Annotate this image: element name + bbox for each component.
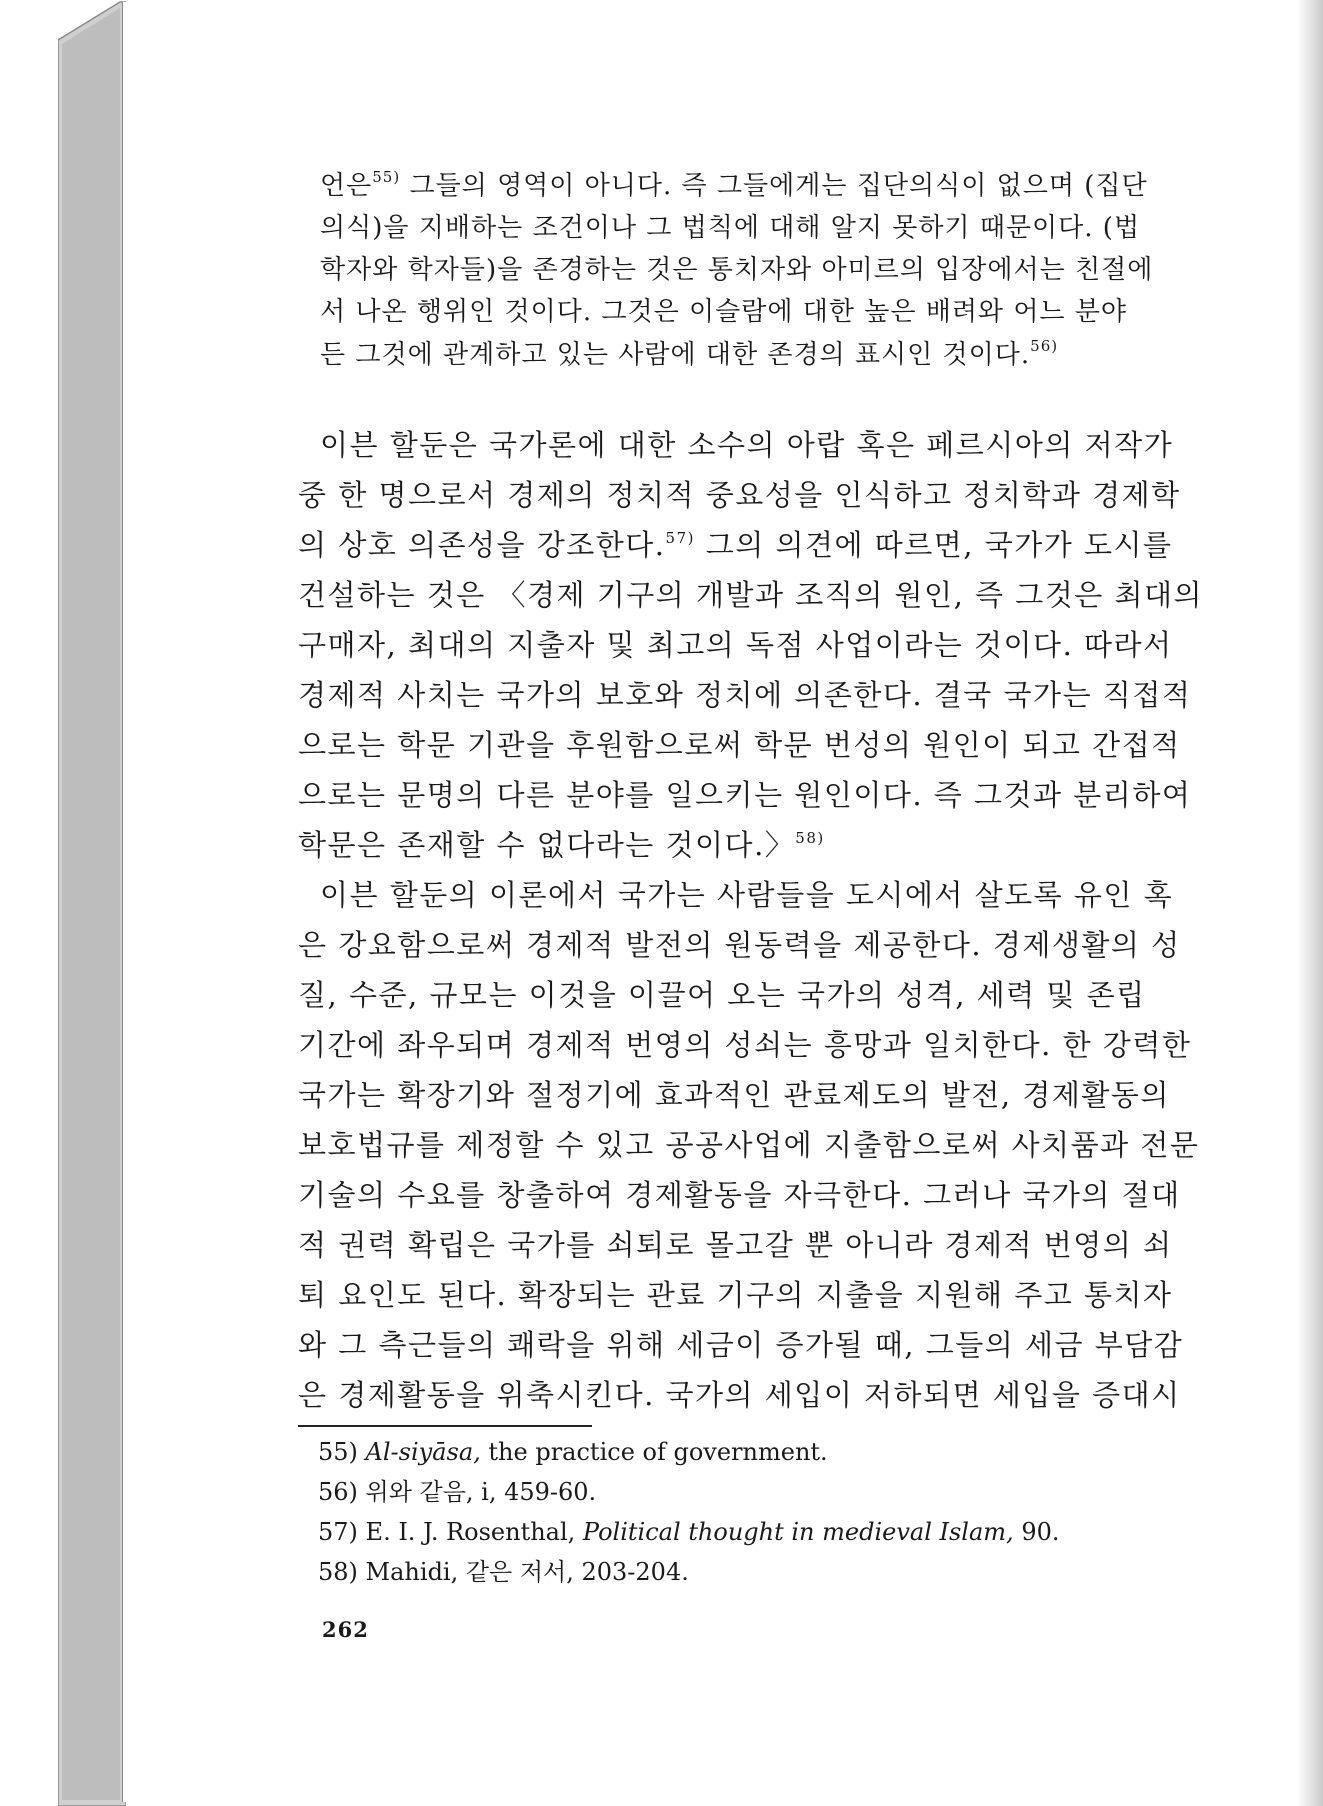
body-line: 기술의 수요를 창출하여 경제활동을 자극한다. 그러나 국가의 절대	[298, 1178, 1181, 1212]
body-line: 이븐 할둔의 이론에서 국가는 사람들을 도시에서 살도록 유인 혹	[320, 878, 1174, 912]
quote-line: 학자와 학자들)을 존경하는 것은 통치자와 아미르의 입장에서는 친절에	[320, 255, 1154, 285]
body-line: 으로는 학문 기관을 후원함으로써 학문 번성의 원인이 되고 간접적	[298, 728, 1181, 762]
footnote-ref: 55)	[372, 168, 401, 186]
page-number: 262	[322, 1617, 369, 1642]
body-line: 경제적 사치는 국가의 보호와 정치에 의존한다. 결국 국가는 직접적	[298, 678, 1192, 712]
footnote: 55) Al-siyāsa, the practice of government.	[318, 1438, 828, 1466]
body-line: 은 경제활동을 위축시킨다. 국가의 세입이 저하되면 세입을 증대시	[298, 1378, 1181, 1412]
footnote: 57) E. I. J. Rosenthal, Political thought in medieval Islam, 90.	[318, 1518, 1060, 1546]
footnote-separator	[298, 1425, 592, 1427]
body-line: 은 강요함으로써 경제적 발전의 원동력을 제공한다. 경제생활의 성	[298, 928, 1181, 962]
quote-line: 언은$^{55)}$ 그들의 영역이 아니다. 즉 그들에게는 집단의식이 없으며 (집단	[320, 168, 1148, 201]
body-line: 구매자, 최대의 지출자 및 최고의 독점 사업이라는 것이다. 따라서	[298, 628, 1173, 662]
quote-line: 든 그것에 관계하고 있는 사람에 대한 존경의 표시인 것이다.$^{56)}$	[320, 337, 1059, 370]
body-line: 학문은 존재할 수 없다라는 것이다.〉$^{58)}$	[298, 828, 825, 862]
body-line: 중 한 명으로서 경제의 정치적 중요성을 인식하고 정치학과 경제학	[298, 478, 1181, 512]
body-line: 기간에 좌우되며 경제적 번영의 성쇠는 흥망과 일치한다. 한 강력한	[298, 1028, 1192, 1062]
footnote: 56) 위와 같음, i, 459-60.	[318, 1478, 597, 1506]
quote-line: 의식)을 지배하는 조건이나 그 법칙에 대해 알지 못하기 때문이다. (법	[320, 213, 1141, 243]
footnote-ref: 56)	[1030, 337, 1059, 355]
body-line: 의 상호 의존성을 강조한다.$^{57)}$ 그의 의견에 따르면, 국가가 도시를	[298, 528, 1173, 562]
footnote-ref: 58)	[795, 829, 825, 847]
body-line: 으로는 문명의 다른 분야를 일으키는 원인이다. 즉 그것과 분리하여	[298, 778, 1192, 812]
body-line: 적 권력 확립은 국가를 쇠퇴로 몰고갈 뿐 아니라 경제적 번영의 쇠	[298, 1228, 1173, 1262]
body-line: 건설하는 것은 〈경제 기구의 개발과 조직의 원인, 즉 그것은 최대의	[298, 578, 1204, 612]
page-shadow	[1297, 0, 1323, 1806]
footnote: 58) Mahidi, 같은 저서, 203-204.	[318, 1558, 689, 1586]
book-side-edge	[58, 0, 126, 1806]
body-line: 국가는 확장기와 절정기에 효과적인 관료제도의 발전, 경제활동의	[298, 1078, 1170, 1112]
body-line: 와 그 측근들의 쾌락을 위해 세금이 증가될 때, 그들의 세금 부담감	[298, 1328, 1184, 1362]
footnote-ref: 57)	[665, 529, 695, 547]
body-line: 이븐 할둔은 국가론에 대한 소수의 아랍 혹은 페르시아의 저작가	[320, 428, 1174, 462]
body-line: 보호법규를 제정할 수 있고 공공사업에 지출함으로써 사치품과 전문	[298, 1128, 1200, 1162]
quote-line: 서 나온 행위인 것이다. 그것은 이슬람에 대한 높은 배려와 어느 분야	[320, 297, 1128, 327]
body-line: 질, 수준, 규모는 이것을 이끌어 오는 국가의 성격, 세력 및 존립	[298, 978, 1146, 1012]
body-line: 퇴 요인도 된다. 확장되는 관료 기구의 지출을 지원해 주고 통치자	[298, 1278, 1173, 1312]
